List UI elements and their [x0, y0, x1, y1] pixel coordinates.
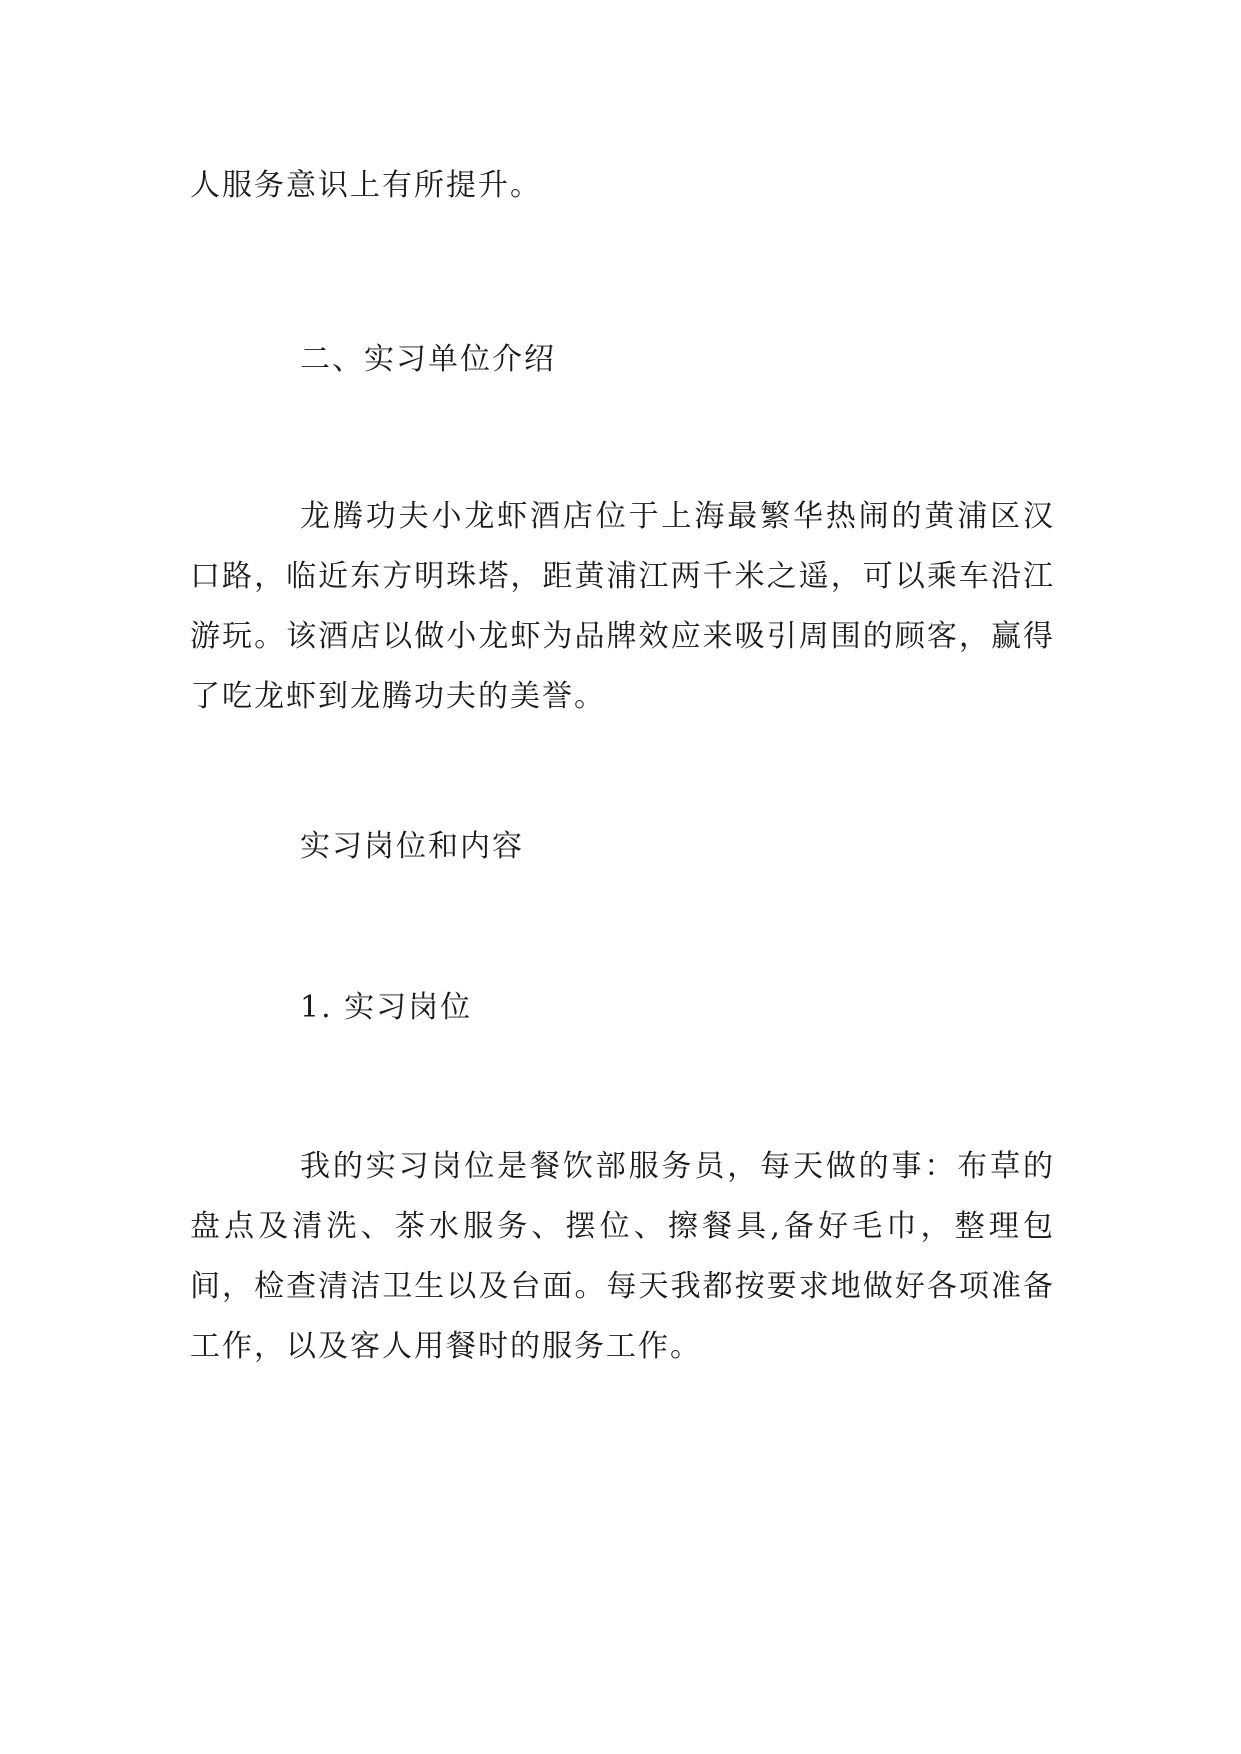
- section-title-unit-intro: 二、实习单位介绍: [300, 342, 556, 377]
- paragraph-position: 我的实习岗位是餐饮部服务员，每天做的事：布草的盘点及清洗、茶水服务、摆位、擦餐具,备好毛巾，整理包间，检查清洁卫生以及台面。每天我都按要求地做好各项准备工作，以及客人用餐时的服务工作。: [190, 1149, 1055, 1364]
- section-title-position-content: 实习岗位和内容: [300, 829, 524, 864]
- subsection-title-position: 1. 实习岗位: [300, 990, 473, 1025]
- continuation-text: 人服务意识上有所提升。: [190, 168, 542, 203]
- paragraph-unit-intro: 龙腾功夫小龙虾酒店位于上海最繁华热闹的黄浦区汉口路，临近东方明珠塔，距黄浦江两千米之遥，可以乘车沿江游玩。该酒店以做小龙虾为品牌效应来吸引周围的顾客，赢得了吃龙虾到龙腾功夫的美誉。: [190, 499, 1055, 714]
